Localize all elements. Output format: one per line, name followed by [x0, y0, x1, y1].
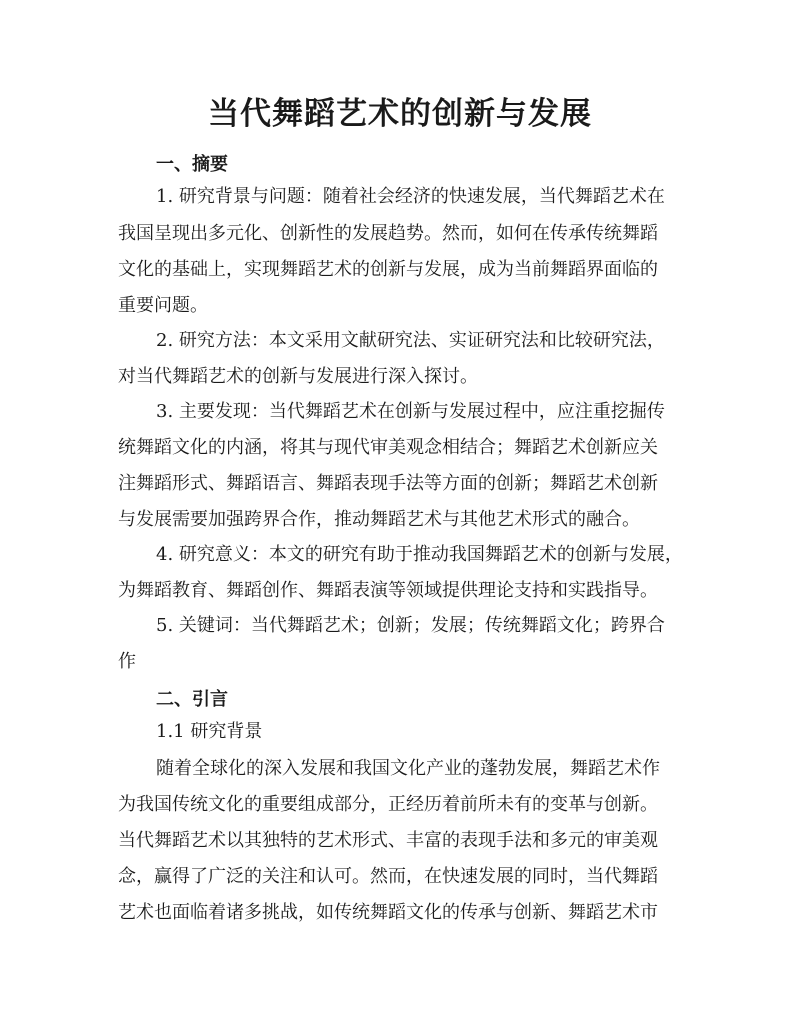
- intro-paragraph-line-5: 艺术也面临着诸多挑战，如传统舞蹈文化的传承与创新、舞蹈艺术市: [118, 902, 658, 923]
- intro-paragraph-line-1: 随着全球化的深入发展和我国文化产业的蓬勃发展，舞蹈艺术作: [156, 758, 660, 779]
- abstract-item-4-line-2: 为舞蹈教育、舞蹈创作、舞蹈表演等领域提供理论支持和实践指导。: [118, 580, 658, 601]
- abstract-item-2-line-2: 对当代舞蹈艺术的创新与发展进行深入探讨。: [118, 366, 478, 387]
- section-heading-abstract: 一、摘要: [156, 154, 228, 175]
- abstract-item-1-line-2: 我国呈现出多元化、创新性的发展趋势。然而，如何在传承传统舞蹈: [118, 223, 658, 244]
- abstract-item-1-line-1: 1. 研究背景与问题：随着社会经济的快速发展，当代舞蹈艺术在: [156, 186, 665, 207]
- abstract-item-5-line-1: 5. 关键词：当代舞蹈艺术；创新；发展；传统舞蹈文化；跨界合: [156, 615, 665, 636]
- abstract-item-3-line-2: 统舞蹈文化的内涵，将其与现代审美观念相结合；舞蹈艺术创新应关: [118, 437, 658, 458]
- intro-paragraph-line-3: 当代舞蹈艺术以其独特的艺术形式、丰富的表现手法和多元的审美观: [118, 830, 658, 851]
- document-title: 当代舞蹈艺术的创新与发展: [208, 96, 592, 132]
- subsection-heading-research-background: 1.1 研究背景: [156, 721, 263, 742]
- abstract-item-5-line-2: 作: [118, 651, 136, 672]
- abstract-item-1-line-3: 文化的基础上，实现舞蹈艺术的创新与发展，成为当前舞蹈界面临的: [118, 259, 658, 280]
- abstract-item-1-line-4: 重要问题。: [118, 295, 208, 316]
- section-heading-introduction: 二、引言: [156, 689, 228, 710]
- intro-paragraph-line-4: 念，赢得了广泛的关注和认可。然而，在快速发展的同时，当代舞蹈: [118, 866, 658, 887]
- abstract-item-3-line-3: 注舞蹈形式、舞蹈语言、舞蹈表现手法等方面的创新；舞蹈艺术创新: [118, 473, 658, 494]
- abstract-item-3-line-1: 3. 主要发现：当代舞蹈艺术在创新与发展过程中，应注重挖掘传: [156, 401, 665, 422]
- abstract-item-2-line-1: 2. 研究方法：本文采用文献研究法、实证研究法和比较研究法，: [156, 330, 665, 351]
- intro-paragraph-line-2: 为我国传统文化的重要组成部分，正经历着前所未有的变革与创新。: [118, 794, 658, 815]
- abstract-item-3-line-4: 与发展需要加强跨界合作，推动舞蹈艺术与其他艺术形式的融合。: [118, 509, 640, 530]
- abstract-item-4-line-1: 4. 研究意义：本文的研究有助于推动我国舞蹈艺术的创新与发展，: [156, 544, 683, 565]
